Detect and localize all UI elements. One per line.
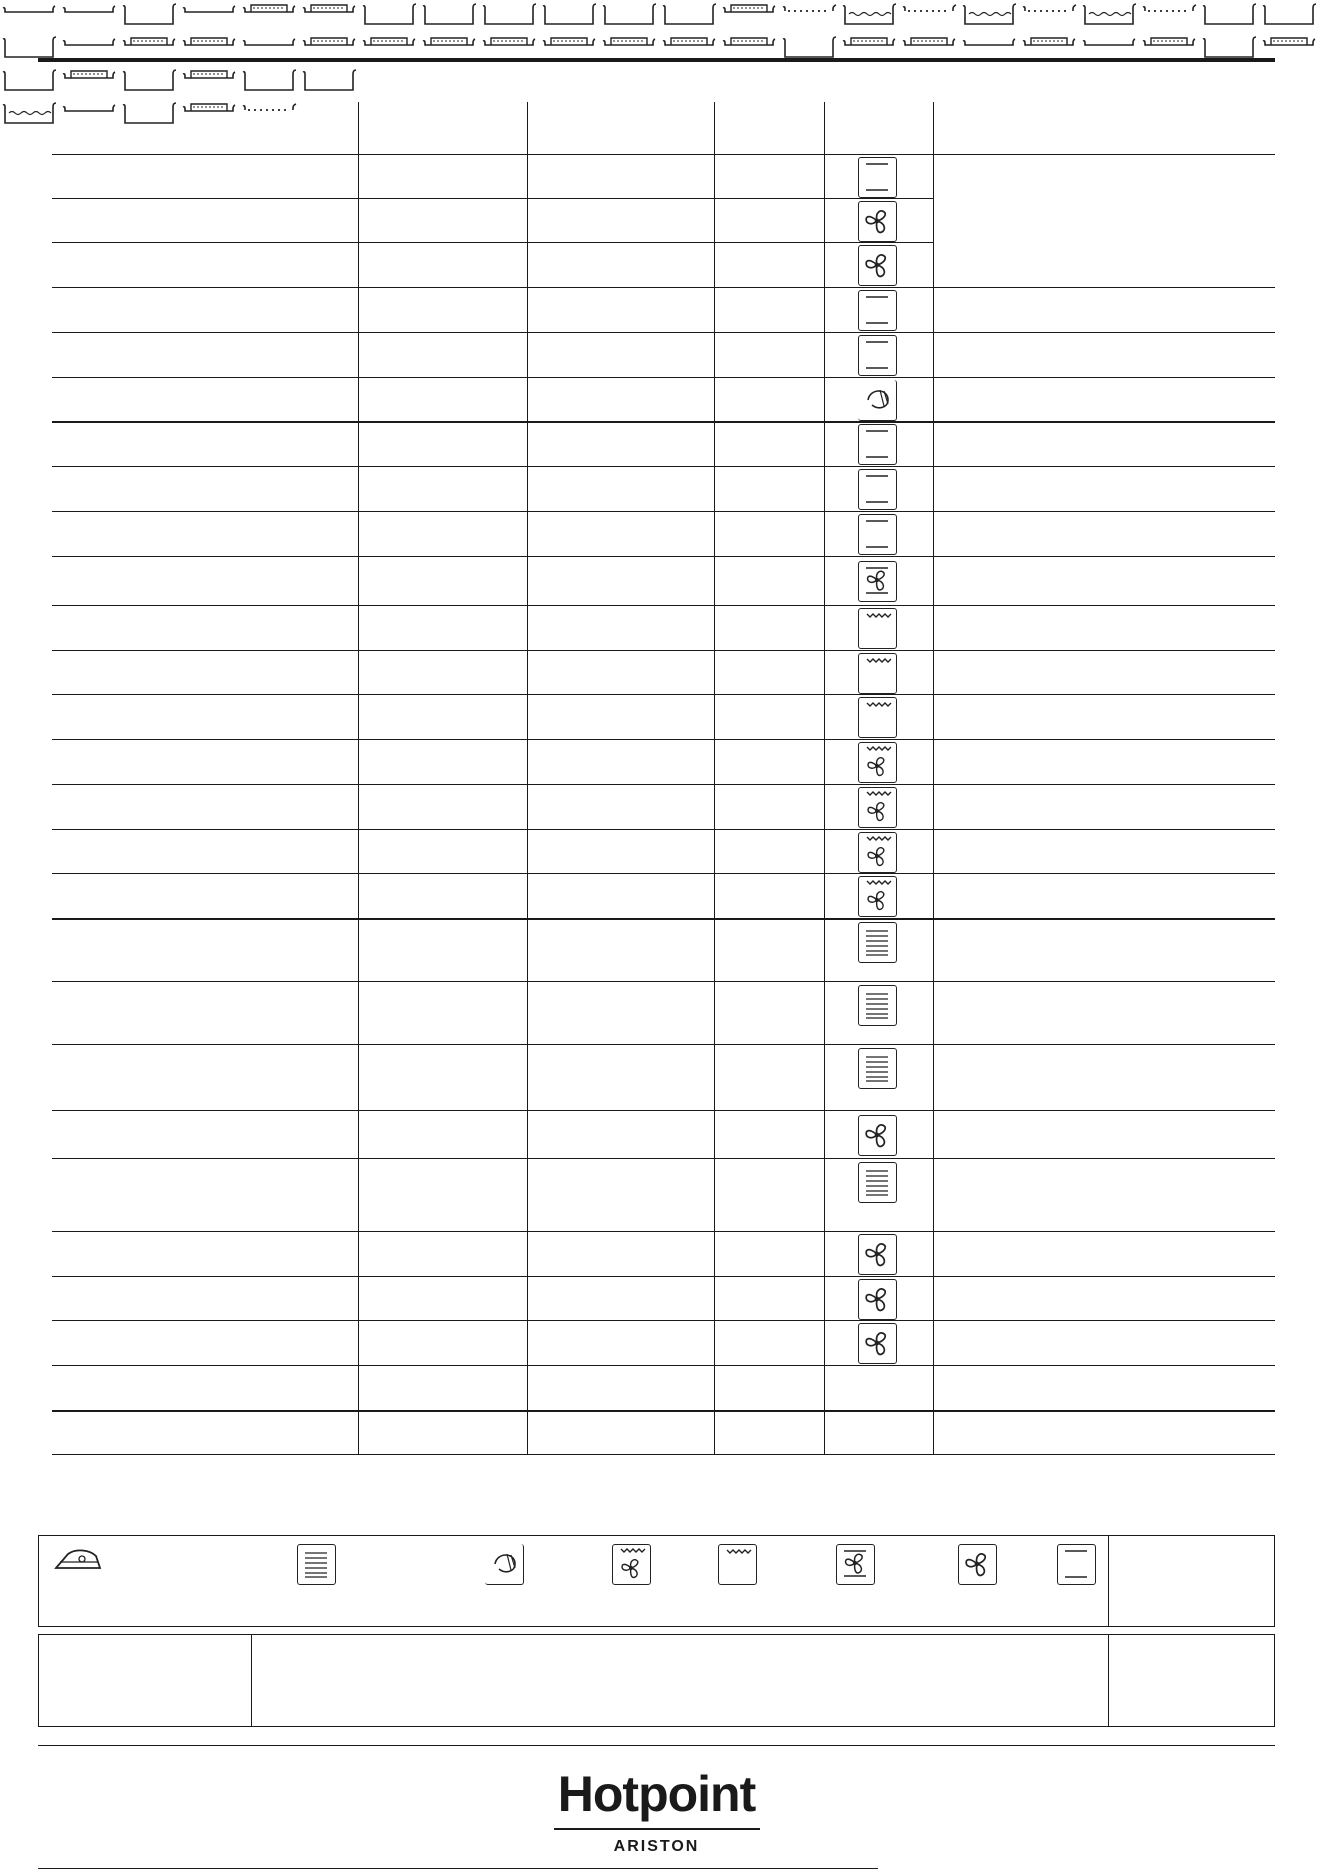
table-rule [52,1276,1275,1277]
table-rule [52,918,1275,920]
multi-function-icon [297,1544,336,1585]
grid-accessory-icon [1020,0,1080,28]
pan-accessory-icon [660,0,720,28]
table-rule [52,739,1275,740]
drip-accessory-icon [960,0,1020,28]
static-function-icon [1057,1544,1096,1585]
grill-fan-function-icon [858,742,897,783]
table-rule [52,154,1275,155]
rack-accessory-icon [420,33,480,61]
legend [0,99,1324,132]
multi-function-icon [858,985,897,1026]
table-rule [52,694,1275,695]
static-function-icon [858,424,897,465]
rack-accessory-icon [600,33,660,61]
pan-accessory-icon [120,66,180,94]
fan-function-icon [858,245,897,286]
legend-accessories-divider-left [251,1634,252,1727]
table-column-rule [714,102,715,1454]
grid-accessory-icon [780,0,840,28]
grill-function-icon [858,608,897,649]
brand-logo-sub: ARISTON [613,1838,700,1855]
legend-accessories-divider-right [1108,1634,1109,1727]
rack-accessory-icon [660,33,720,61]
table-rule [52,332,1275,333]
pan-accessory-icon [420,0,480,28]
static-function-icon [858,290,897,331]
table-rule [52,650,1275,651]
cooking-table [0,0,1324,99]
table-rule [52,829,1275,830]
rack-accessory-icon [720,33,780,61]
rack-accessory-icon [180,33,240,61]
rack-accessory-icon [480,33,540,61]
grid-accessory-icon [240,99,300,127]
rack-accessory-icon [720,0,780,28]
grill-fan-function-icon [858,876,897,917]
fan-function-icon [858,1234,897,1275]
fan-function-icon [858,1115,897,1156]
rack-accessory-icon [120,33,180,61]
rack-accessory-icon [1020,33,1080,61]
multi-function-icon [858,1048,897,1089]
rack-accessory-icon [1140,33,1200,61]
tray-accessory-icon [180,0,240,28]
table-rule [52,1158,1275,1159]
pan-accessory-icon [120,0,180,28]
pan-accessory-icon [480,0,540,28]
page-edge-mark [38,1868,878,1869]
fan-function-icon [958,1544,997,1585]
grill-function-icon [858,697,897,738]
tray-accessory-icon [60,0,120,28]
drip-accessory-icon [840,0,900,28]
fan-function-icon [858,201,897,242]
table-rule [52,981,1275,982]
merged-cell-mask [934,198,1275,200]
table-rule [52,1320,1275,1321]
pan-accessory-icon [360,0,420,28]
table-rule [52,421,1275,423]
static-function-icon [858,514,897,555]
table-rule [52,1231,1275,1232]
rack-accessory-icon [1260,33,1320,61]
multi-function-icon [858,1162,897,1203]
merged-cell-mask [934,242,1275,244]
pan-accessory-icon [0,33,60,61]
drip-accessory-icon [0,99,60,127]
rack-accessory-icon [840,33,900,61]
rack-accessory-icon [900,33,960,61]
table-rule [52,605,1275,606]
table-rule [52,556,1275,557]
rack-accessory-icon [60,66,120,94]
rack-accessory-icon [180,66,240,94]
static-function-icon [858,335,897,376]
tray-accessory-icon [960,33,1020,61]
fan-function-icon [858,1279,897,1320]
top-rule [38,58,1275,62]
pan-accessory-icon [540,0,600,28]
rack-accessory-icon [240,0,300,28]
table-rule [52,1110,1275,1111]
table-rule [52,287,1275,288]
table-column-rule [527,102,528,1454]
pan-accessory-icon [600,0,660,28]
legend-functions-divider [1108,1535,1109,1627]
grid-accessory-icon [900,0,960,28]
pizza-function-icon [485,1544,524,1585]
fan-bottom-function-icon [836,1544,875,1585]
pan-accessory-icon [0,66,60,94]
grid-accessory-icon [1140,0,1200,28]
fan-bottom-function-icon [858,561,897,602]
table-rule [52,511,1275,512]
table-column-rule [824,102,825,1454]
pizza-function-icon [858,380,897,421]
pan-accessory-icon [300,66,360,94]
table-column-rule [933,102,934,1454]
static-function-icon [858,469,897,510]
rack-accessory-icon [360,33,420,61]
table-rule [52,1454,1275,1455]
tray-accessory-icon [60,99,120,127]
tray-accessory-icon [0,0,60,28]
cake-icon [52,1546,106,1574]
static-function-icon [858,157,897,198]
pan-accessory-icon [1260,0,1320,28]
table-rule [52,1365,1275,1366]
brand-logo-rule [554,1828,760,1830]
tray-accessory-icon [1080,33,1140,61]
brand-logo: Hotpoint [557,1766,756,1822]
table-rule [52,1044,1275,1045]
table-rule [52,377,1275,378]
pan-accessory-icon [120,99,180,127]
rack-accessory-icon [300,33,360,61]
fan-function-icon [858,1323,897,1364]
rack-accessory-icon [540,33,600,61]
rack-accessory-icon [300,0,360,28]
pan-accessory-icon [1200,0,1260,28]
multi-function-icon [858,922,897,963]
grill-fan-function-icon [858,832,897,873]
pan-accessory-icon [1200,33,1260,61]
table-column-rule [358,102,359,1454]
grill-fan-function-icon [858,787,897,828]
grill-fan-function-icon [612,1544,651,1585]
grill-function-icon [858,653,897,694]
drip-accessory-icon [1080,0,1140,28]
table-rule [52,873,1275,874]
legend-accessories-box [38,1634,1275,1727]
table-rule [52,466,1275,467]
grill-function-icon [718,1544,757,1585]
pan-accessory-icon [240,66,300,94]
footer-rule [38,1745,1275,1746]
tray-accessory-icon [60,33,120,61]
table-rule [52,784,1275,785]
rack-accessory-icon [180,99,240,127]
table-rule [52,1410,1275,1412]
pan-accessory-icon [780,33,840,61]
tray-accessory-icon [240,33,300,61]
